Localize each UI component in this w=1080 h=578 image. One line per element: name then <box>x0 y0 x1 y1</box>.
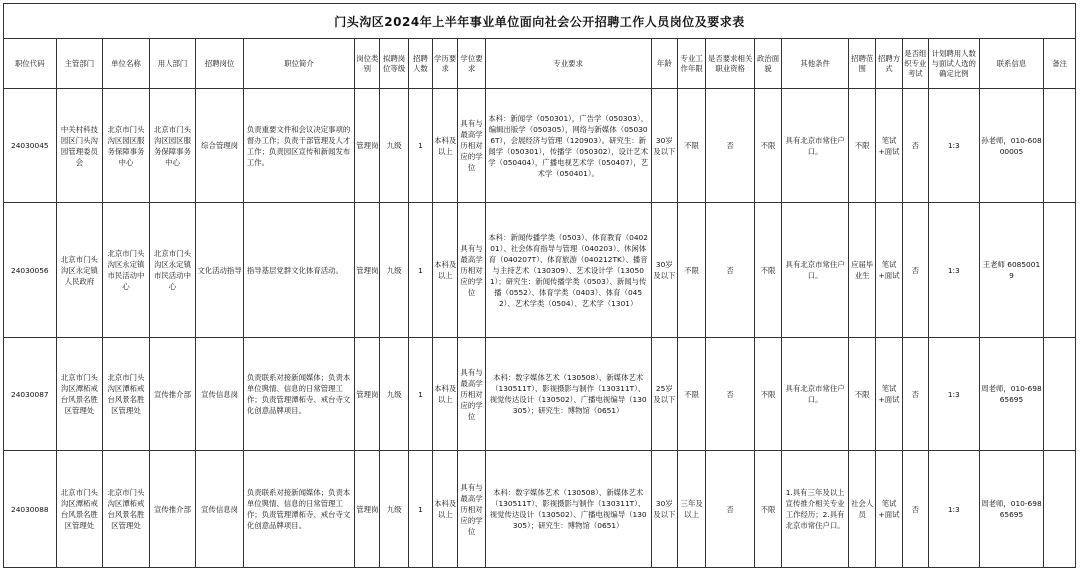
cell-major: 本科：数字媒体艺术（130508）、新媒体艺术（130511T）、影视摄影与制作（130311T）、视觉传达设计（130502）、广播电视编导（130305）；研究生：博物馆（0651） <box>485 451 651 568</box>
cell-note <box>1044 338 1076 451</box>
recruitment-sheet <box>3 3 1076 568</box>
header-level: 拟聘岗位等级 <box>380 39 408 89</box>
cell-note <box>1044 89 1076 203</box>
header-category: 岗位类别 <box>355 39 380 89</box>
cell-level: 九级 <box>380 451 408 568</box>
header-degree: 学位要求 <box>458 39 485 89</box>
cell-age: 30岁及以下 <box>651 89 677 203</box>
header-edu: 学历要求 <box>433 39 458 89</box>
cell-category: 管理岗 <box>355 338 380 451</box>
cell-contact: 王老师 60850019 <box>979 203 1044 338</box>
cell-edu: 本科及以上 <box>433 89 458 203</box>
cell-ratio: 1:3 <box>928 338 979 451</box>
cell-note <box>1044 451 1076 568</box>
header-unit: 单位名称 <box>103 39 150 89</box>
cell-category: 管理岗 <box>355 89 380 203</box>
cell-category: 管理岗 <box>355 451 380 568</box>
cell-intro: 负责联系对接新闻媒体；负责本单位舆情、信息的日常管理工作；负责管理潭柘寺、戒台寺文化创意品牌项目。 <box>243 451 354 568</box>
cell-scope: 应届毕业生 <box>849 203 876 338</box>
table-title: 门头沟区2024年上半年事业单位面向社会公开招聘工作人员岗位及要求表 <box>4 4 1076 39</box>
cell-count: 1 <box>408 451 432 568</box>
cell-cert: 否 <box>706 338 755 451</box>
cell-exam: 否 <box>902 338 928 451</box>
cell-post: 宣传信息岗 <box>196 338 244 451</box>
table-row <box>4 451 1076 568</box>
cell-dept: 北京市门头沟区潭柘戒台风景名胜区管理处 <box>56 338 103 451</box>
cell-unit: 北京市门头沟区潭柘戒台风景名胜区管理处 <box>103 338 150 451</box>
header-cert: 是否要求相关职业资格 <box>706 39 755 89</box>
recruitment-table <box>3 3 1076 568</box>
cell-years: 不限 <box>677 203 705 338</box>
cell-cert: 否 <box>706 203 755 338</box>
cell-scope: 不限 <box>849 338 876 451</box>
header-dept: 主管部门 <box>56 39 103 89</box>
cell-unit: 北京市门头沟区潭柘戒台风景名胜区管理处 <box>103 451 150 568</box>
cell-edu: 本科及以上 <box>433 451 458 568</box>
cell-political: 不限 <box>754 203 781 338</box>
cell-political: 不限 <box>754 89 781 203</box>
table-row <box>4 338 1076 451</box>
cell-exam: 否 <box>902 451 928 568</box>
cell-cert: 否 <box>706 451 755 568</box>
header-political: 政治面貌 <box>754 39 781 89</box>
cell-degree: 具有与最高学历相对应的学位 <box>458 338 485 451</box>
cell-years: 不限 <box>677 89 705 203</box>
header-contact: 联系信息 <box>979 39 1044 89</box>
cell-degree: 具有与最高学历相对应的学位 <box>458 89 485 203</box>
header-other: 其他条件 <box>782 39 849 89</box>
cell-degree: 具有与最高学历相对应的学位 <box>458 203 485 338</box>
header-row <box>4 39 1076 89</box>
cell-other: 具有北京市常住户口。 <box>782 338 849 451</box>
cell-intro: 指导基层党群文化体育活动。 <box>243 203 354 338</box>
table-row <box>4 89 1076 203</box>
cell-major: 本科：新闻学（050301），广告学（050303），编辑出版学（050305），网络与新媒体（050306T），会展经济与管理（120903）。研究生：新闻学（050301），传播学（050302），设计艺术学（050404），广播电视艺术学（050407），艺术学（050401）。 <box>485 89 651 203</box>
cell-count: 1 <box>408 89 432 203</box>
cell-edu: 本科及以上 <box>433 338 458 451</box>
cell-other: 具有北京市常住户口。 <box>782 203 849 338</box>
cell-level: 九级 <box>380 89 408 203</box>
cell-age: 25岁及以下 <box>651 338 677 451</box>
cell-level: 九级 <box>380 338 408 451</box>
cell-user-dept: 宣传推介部 <box>149 338 196 451</box>
cell-contact: 孙老师，010-60800005 <box>979 89 1044 203</box>
cell-level: 九级 <box>380 203 408 338</box>
cell-age: 30岁及以下 <box>651 203 677 338</box>
cell-note <box>1044 203 1076 338</box>
cell-years: 不限 <box>677 338 705 451</box>
header-count: 招聘人数 <box>408 39 432 89</box>
table-row <box>4 203 1076 338</box>
cell-unit: 北京市门头沟区永定镇市民活动中心 <box>103 203 150 338</box>
header-exam: 是否组织专业考试 <box>902 39 928 89</box>
cell-political: 不限 <box>754 451 781 568</box>
header-scope: 招聘范围 <box>849 39 876 89</box>
cell-degree: 具有与最高学历相对应的学位 <box>458 451 485 568</box>
cell-method: 笔试+面试 <box>876 89 902 203</box>
header-post: 招聘岗位 <box>196 39 244 89</box>
cell-dept: 中关村科技园区门头沟园管理委员会 <box>56 89 103 203</box>
cell-code: 24030088 <box>4 451 57 568</box>
header-user-dept: 用人部门 <box>149 39 196 89</box>
cell-ratio: 1:3 <box>928 89 979 203</box>
cell-age: 30岁及以下 <box>651 451 677 568</box>
cell-other: 1.具有三年及以上宣传推介相关专业工作经历；2.具有北京市常住户口。 <box>782 451 849 568</box>
header-method: 招聘方式 <box>876 39 902 89</box>
cell-dept: 北京市门头沟区永定镇人民政府 <box>56 203 103 338</box>
cell-major: 本科：新闻传播学类（0503）、体育教育（040201）、社会体育指导与管理（040203）、休闲体育（040207T）、体育旅游（040212TK）、播音与主持艺术（130309）、艺术设计学（130501）；研究生：新闻传播学类（0503）、新闻与传播（0552）、体育学类（0403）、体育（0452）、艺术学类（0504）、艺术学（1301） <box>485 203 651 338</box>
header-ratio: 计划聘用人数与面试人选的确定比例 <box>928 39 979 89</box>
cell-category: 管理岗 <box>355 203 380 338</box>
cell-method: 笔试+面试 <box>876 203 902 338</box>
cell-post: 宣传信息岗 <box>196 451 244 568</box>
header-years: 专业工作年限 <box>677 39 705 89</box>
header-major: 专业要求 <box>485 39 651 89</box>
cell-user-dept: 北京市门头沟区永定镇市民活动中心 <box>149 203 196 338</box>
header-note: 备注 <box>1044 39 1076 89</box>
cell-count: 1 <box>408 338 432 451</box>
header-intro: 职位简介 <box>243 39 354 89</box>
cell-intro: 负责联系对接新闻媒体；负责本单位舆情、信息的日常管理工作；负责管理潭柘寺、戒台寺文化创意品牌项目。 <box>243 338 354 451</box>
cell-ratio: 1:3 <box>928 203 979 338</box>
cell-code: 24030056 <box>4 203 57 338</box>
cell-scope: 不限 <box>849 89 876 203</box>
header-age: 年龄 <box>651 39 677 89</box>
cell-contact: 周老师，010-69865695 <box>979 451 1044 568</box>
cell-contact: 周老师，010-69865695 <box>979 338 1044 451</box>
cell-exam: 否 <box>902 203 928 338</box>
header-code: 职位代码 <box>4 39 57 89</box>
cell-cert: 否 <box>706 89 755 203</box>
cell-method: 笔试+面试 <box>876 338 902 451</box>
cell-edu: 本科及以上 <box>433 203 458 338</box>
cell-post: 文化活动指导 <box>196 203 244 338</box>
cell-user-dept: 宣传推介部 <box>149 451 196 568</box>
cell-political: 不限 <box>754 338 781 451</box>
cell-post: 综合管理岗 <box>196 89 244 203</box>
cell-user-dept: 北京市门头沟区园区服务保障事务中心 <box>149 89 196 203</box>
cell-years: 三年及以上 <box>677 451 705 568</box>
cell-ratio: 1:3 <box>928 451 979 568</box>
cell-scope: 社会人员 <box>849 451 876 568</box>
cell-code: 24030045 <box>4 89 57 203</box>
cell-exam: 否 <box>902 89 928 203</box>
cell-other: 具有北京市常住户口。 <box>782 89 849 203</box>
cell-intro: 负责重要文件和会议决定事项的督办工作；负责干部管理及人才工作；负责园区宣传和新闻发布工作。 <box>243 89 354 203</box>
cell-unit: 北京市门头沟区园区服务保障事务中心 <box>103 89 150 203</box>
cell-major: 本科：数字媒体艺术（130508）、新媒体艺术（130511T）、影视摄影与制作（130311T）、视觉传达设计（130502）、广播电视编导（130305）；研究生：博物馆（0651） <box>485 338 651 451</box>
cell-dept: 北京市门头沟区潭柘戒台风景名胜区管理处 <box>56 451 103 568</box>
cell-method: 笔试+面试 <box>876 451 902 568</box>
cell-count: 1 <box>408 203 432 338</box>
cell-code: 24030087 <box>4 338 57 451</box>
